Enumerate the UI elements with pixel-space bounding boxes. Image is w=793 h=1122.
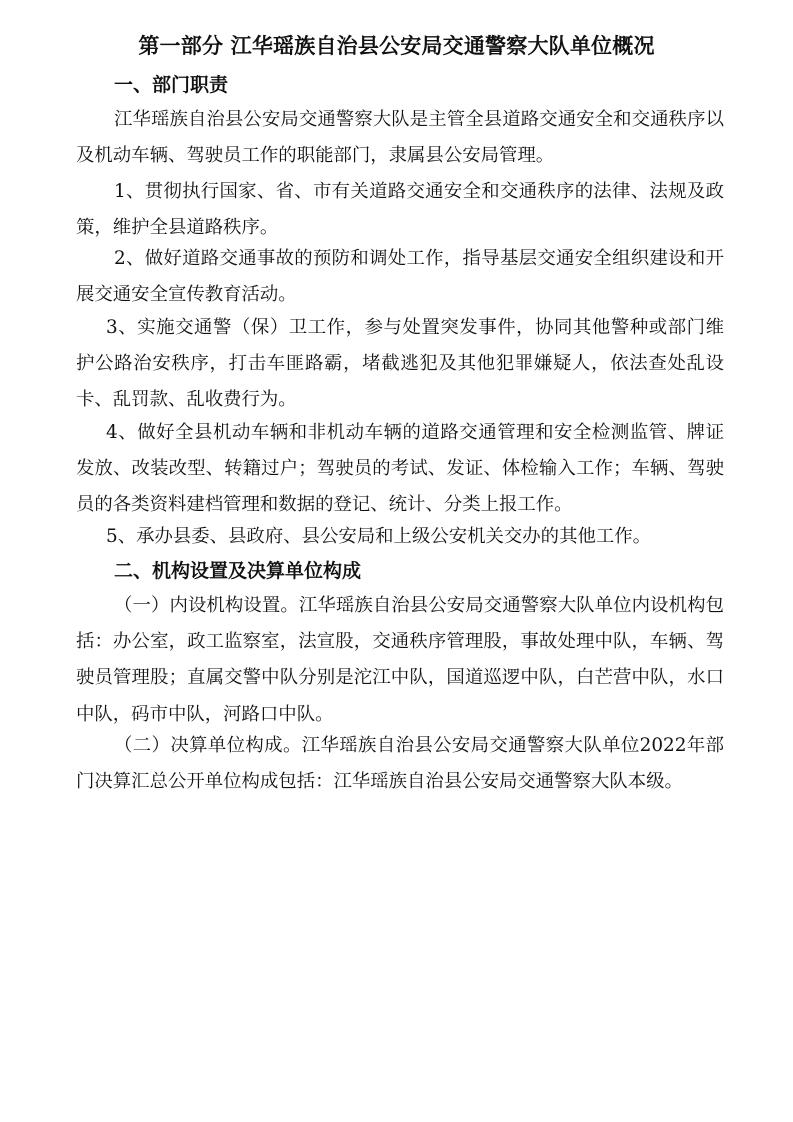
duty-item-2: 2、做好道路交通事故的预防和调处工作，指导基层交通安全组织建设和开展交通安全宣传教育活动。: [76, 248, 724, 306]
duty-item-5: 5、承办县委、县政府、县公安局和上级公安机关交办的其他工作。: [106, 526, 652, 547]
duty-item-1: 1、贯彻执行国家、省、市有关道路交通安全和交通秩序的法律、法规及政策，维护全县道路秩序。: [76, 181, 724, 239]
document-title: 第一部分 江华瑶族自治县公安局交通警察大队单位概况: [138, 34, 655, 58]
duties-intro-paragraph: 江华瑶族自治县公安局交通警察大队是主管全县道路交通安全和交通秩序以及机动车辆、驾驶员工作的职能部门，隶属县公安局管理。: [76, 109, 724, 167]
internal-structure-paragraph: （一）内设机构设置。江华瑶族自治县公安局交通警察大队单位内设机构包括：办公室，政工监察室，法宣股，交通秩序管理股，事故处理中队，车辆、驾驶员管理股；直属交警中队分别是沱江中队，国道巡逻中队，白芒营中队，水口中队，码市中队，河路口中队。: [76, 595, 724, 725]
section-heading-organization: 二、机构设置及决算单位构成: [114, 560, 362, 582]
section-heading-duties: 一、部门职责: [114, 74, 229, 96]
accounting-units-paragraph: （二）决算单位构成。江华瑶族自治县公安局交通警察大队单位2022年部门决算汇总公开单位构成包括：江华瑶族自治县公安局交通警察大队本级。: [76, 735, 724, 793]
duty-item-3: 3、实施交通警（保）卫工作，参与处置突发事件，协同其他警种或部门维护公路治安秩序，打击车匪路霸，堵截逃犯及其他犯罪嫌疑人，依法查处乱设卡、乱罚款、乱收费行为。: [76, 317, 724, 411]
duty-item-4: 4、做好全县机动车辆和非机动车辆的道路交通管理和安全检测监管、牌证发放、改装改型、转籍过户；驾驶员的考试、发证、体检输入工作；车辆、驾驶员的各类资料建档管理和数据的登记、统计、分类上报工作。: [76, 422, 724, 516]
